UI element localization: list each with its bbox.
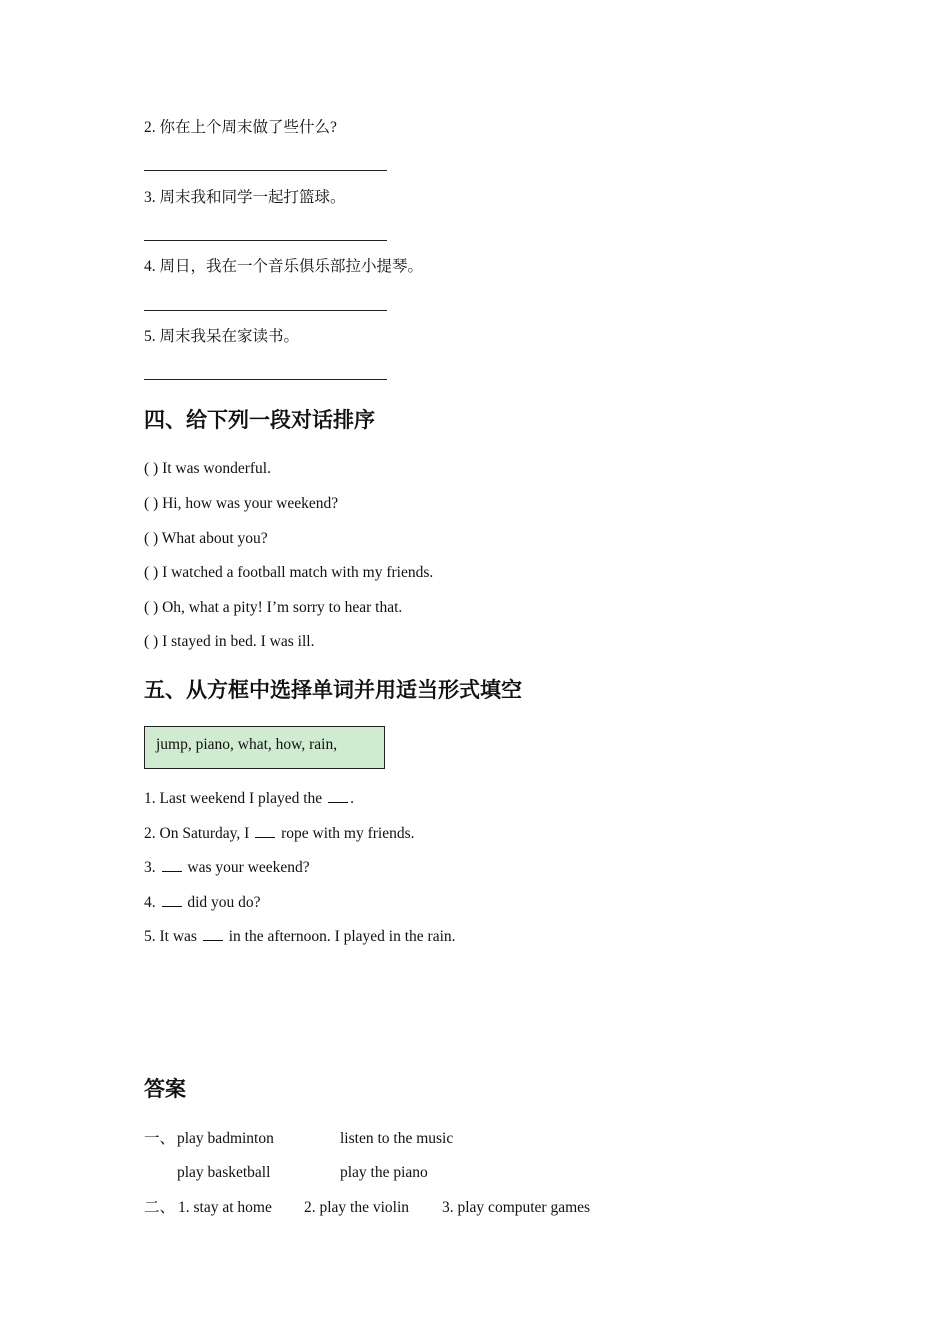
item-text: 2. On Saturday, I: [144, 825, 254, 842]
answer-cell: play the piano: [340, 1164, 428, 1181]
answer-cell: 1. stay at home: [178, 1199, 272, 1216]
item-text: 4.: [144, 894, 160, 911]
blank: [328, 790, 348, 803]
answer-line: [144, 240, 387, 241]
translation-item-3: 3. 周末我和同学一起打篮球。: [144, 189, 346, 206]
answer-line: [144, 379, 387, 380]
dialogue-item: ( ) I watched a football match with my friends.: [144, 564, 434, 581]
blank: [162, 859, 182, 872]
word-box-text: jump, piano, what, how, rain,: [156, 736, 338, 753]
blank: [203, 928, 223, 941]
blank: [255, 825, 275, 838]
answer-line: [144, 310, 387, 311]
answer-cell: listen to the music: [340, 1130, 454, 1147]
translation-item-2: 2. 你在上个周末做了些什么?: [144, 119, 337, 136]
answer-part2-prefix: 二、: [144, 1199, 176, 1216]
item-text: 3.: [144, 859, 160, 876]
dialogue-item: ( ) It was wonderful.: [144, 460, 271, 477]
answer-cell: 2. play the violin: [304, 1199, 410, 1216]
dialogue-item: ( ) Hi, how was your weekend?: [144, 495, 339, 512]
item-text: .: [350, 790, 354, 807]
translation-item-5: 5. 周末我呆在家读书。: [144, 328, 300, 345]
answer-cell: play badminton: [177, 1130, 274, 1147]
answer-cell: play basketball: [177, 1164, 271, 1181]
item-text: in the afternoon. I played in the rain.: [224, 928, 456, 945]
dialogue-item: ( ) What about you?: [144, 530, 268, 547]
fill-blank-item: [144, 789, 354, 809]
item-text: rope with my friends.: [277, 825, 415, 842]
item-text: 5. It was: [144, 928, 201, 945]
fill-blank-item: [144, 893, 261, 913]
word-box: [144, 726, 385, 769]
dialogue-item: ( ) I stayed in bed. I was ill.: [144, 633, 315, 650]
answer-cell: 3. play computer games: [442, 1199, 591, 1216]
item-text: did you do?: [183, 894, 261, 911]
dialogue-item: ( ) Oh, what a pity! I’m sorry to hear that.: [144, 599, 403, 616]
answer-part1-prefix: 一、: [144, 1130, 176, 1147]
item-text: was your weekend?: [183, 859, 310, 876]
fill-blank-item: [144, 824, 415, 844]
answer-line: [144, 170, 387, 171]
blank: [162, 894, 182, 907]
answers-heading: 答案: [144, 1077, 186, 1101]
section-heading-5: 五、从方框中选择单词并用适当形式填空: [144, 678, 522, 702]
item-text: 1. Last weekend I played the: [144, 790, 327, 807]
section-heading-4: 四、给下列一段对话排序: [144, 408, 375, 432]
translation-item-4: 4. 周日，我在一个音乐俱乐部拉小提琴。: [144, 258, 424, 275]
fill-blank-item: [144, 927, 456, 947]
fill-blank-item: [144, 858, 310, 878]
